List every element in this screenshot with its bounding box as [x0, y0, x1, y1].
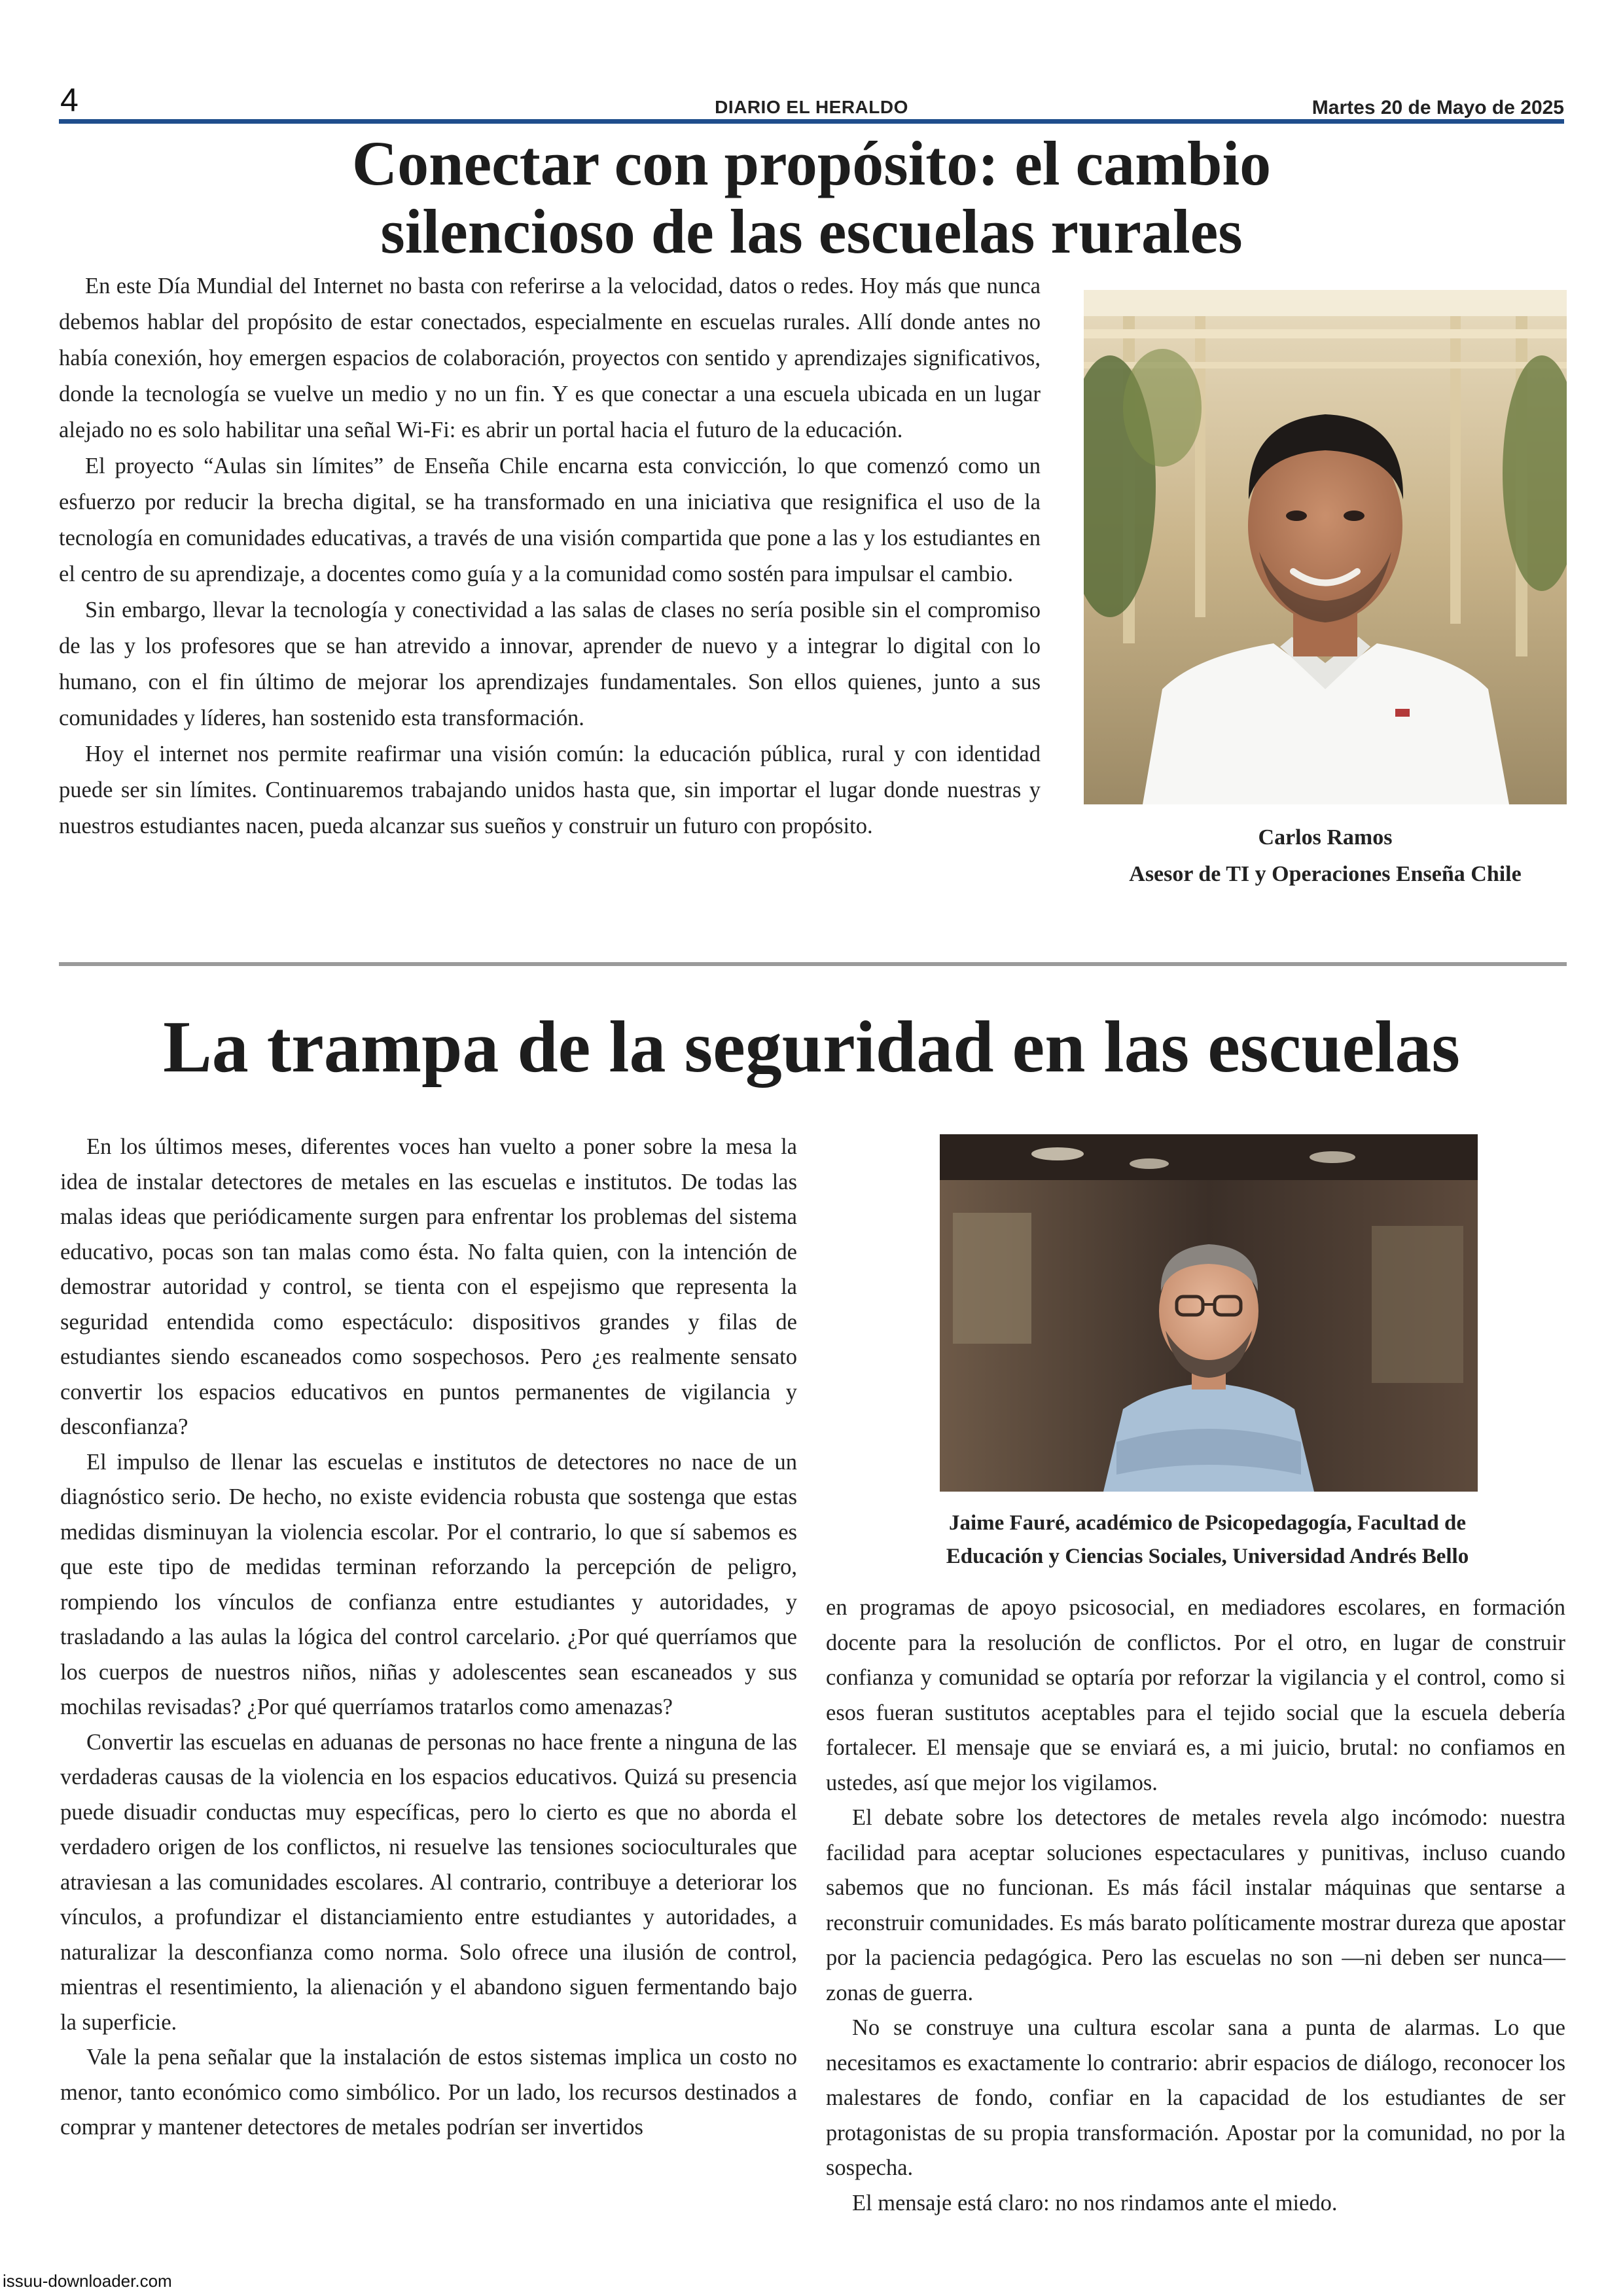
issue-date: Martes 20 de Mayo de 2025 — [1311, 97, 1564, 118]
header-rule — [59, 119, 1564, 124]
article2-paragraph: en programas de apoyo psicosocial, en mediadores escolares, en formación docente para la resolución de conflictos. Por el otro, en lugar de construir confianza y comunidad se optaría por reforzar la vigilancia y el control, como si esos fueran sustitutos aceptables para el tejido social que la escuela debería fortalecer. El mensaje que se enviará es, a mi juicio, brutal: no confiamos en ustedes, así que mejor los vigilamos. — [826, 1595, 1565, 1795]
article1-paragraph: Sin embargo, llevar la tecnología y conectividad a las salas de clases no sería posible sin el compromiso de las y los profesores que se han atrevido a innovar, aprender de nuevo y a integrar lo digital con lo humano, con el fin último de mejorar los aprendizajes fundamentales. Son ellos quienes, junto a sus comunidades y líderes, han sostenido esta transformación. — [59, 598, 1041, 730]
watermark-text: issuu-downloader.com — [3, 2271, 172, 2291]
article1-paragraph: En este Día Mundial del Internet no basta con referirse a la velocidad, datos o redes. Hoy más que nunca debemos hablar del propósito de estar conectados, especialmente en escuelas rurales. Allí donde antes no había conexión, hoy emergen espacios de colaboración, proyectos con sentido y aprendizajes significativos, donde la tecnología se vuelve un medio y no un fin. Y es que conectar a una escuela ubicada en un lugar alejado no es solo habilitar una señal Wi-Fi: es abrir un portal hacia el futuro de la educación. — [59, 274, 1041, 442]
article2-column-right — [826, 1590, 1565, 2221]
jaime-faure-photo — [940, 1134, 1478, 1492]
carlos-ramos-photo — [1084, 290, 1567, 804]
article1-photo-caption — [1084, 819, 1567, 893]
page-number: 4 — [60, 82, 79, 118]
article1-title-line2: silencioso de las escuelas rurales — [380, 196, 1243, 266]
caption-line: Jaime Fauré, académico de Psicopedagogía, Facultad de — [948, 1511, 1467, 1535]
article2-paragraph: En los últimos meses, diferentes voces han vuelto a poner sobre la mesa la idea de instalar detectores de metales en las escuelas e institutos. De todas las malas ideas que periódicamente surgen para enfrentar los problemas del sistema educativo, pocas son tan malas como ésta. No falta quien, con la intención de demostrar autoridad y control, se tienta con el espejismo que representa la seguridad entendida como espectáculo: dispositivos grandes y filas de estudiantes siendo escaneados como sospechosos. Pero ¿es realmente sensato convertir los espacios educativos en puntos permanentes de vigilancia y desconfianza? — [60, 1134, 797, 1439]
article2-column-left — [60, 1130, 797, 2145]
article2-paragraph: El mensaje está claro: no nos rindamos ante el miedo. — [852, 2190, 1338, 2215]
article1-title-line1: Conectar con propósito: el cambio — [351, 128, 1272, 198]
article2-paragraph: Vale la pena señalar que la instalación de estos sistemas implica un costo no menor, tanto económico como simbólico. Por un lado, los recursos destinados a comprar y mantener detectores de metales podrían ser invertidos — [60, 2045, 797, 2140]
article2-title: La trampa de la seguridad en las escuelas — [163, 1007, 1460, 1088]
article2-paragraph: No se construye una cultura escolar sana a punta de alarmas. Lo que necesitamos es exactamente lo contrario: abrir espacios de diálogo, reconocer los malestares de fondo, confiar en la capacidad de los estudiantes de ser protagonistas de su propia transformación. Apostar por la comunidad, no por la sospecha. — [826, 2015, 1565, 2180]
article1-paragraph: El proyecto “Aulas sin límites” de Enseña Chile encarna esta convicción, lo que comenzó como un esfuerzo por reducir la brecha digital, se ha transformado en una iniciativa que resignifica el uso de la tecnología en comunidades educativas, a través de una visión compartida que pone a las y los estudiantes en el centro de su aprendizaje, a docentes como guía y a la comunidad como sostén para impulsar el cambio. — [59, 454, 1041, 586]
caption-role: Asesor de TI y Operaciones Enseña Chile — [1129, 862, 1522, 886]
caption-line: Educación y Ciencias Sociales, Universidad Andrés Bello — [946, 1545, 1469, 1568]
caption-name: Carlos Ramos — [1258, 825, 1393, 850]
article1-title — [59, 130, 1564, 266]
article2-photo-caption — [844, 1507, 1571, 1573]
article2-paragraph: El impulso de llenar las escuelas e institutos de detectores no nace de un diagnóstico serio. De hecho, no existe evidencia robusta que sostenga que estas medidas disminuyan la violencia escolar. Por el contrario, lo que sí sabemos es que este tipo de medidas terminan reforzando la percepción de peligro, rompiendo los vínculos de confianza entre estudiantes y autoridades, y trasladando a las aulas la lógica del control carcelario. ¿Por qué querríamos que los cuerpos de nuestros niños, niñas y adolescentes sean escaneados y sus mochilas revisadas? ¿Por qué querríamos tratarlos como amenazas? — [60, 1449, 797, 1719]
section-divider — [59, 962, 1567, 966]
newspaper-name: DIARIO EL HERALDO — [715, 97, 908, 117]
article2-paragraph: Convertir las escuelas en aduanas de personas no hace frente a ninguna de las verdaderas causas de la violencia en los espacios educativos. Quizá su presencia puede disuadir conductas muy específicas, pero lo cierto es que no aborda el verdadero origen de los conflictos, ni resuelve las tensiones socioculturales que atraviesan a las comunidades escolares. Al contrario, contribuye a deteriorar los vínculos, a profundizar el distanciamiento entre estudiantes y autoridades, a naturalizar la desconfianza como norma. Solo ofrece una ilusión de control, mientras el resentimiento, la alienación y el abandono siguen fermentando bajo la superficie. — [60, 1729, 797, 2035]
article1-body — [59, 268, 1041, 844]
article2-paragraph: El debate sobre los detectores de metales revela algo incómodo: nuestra facilidad para aceptar soluciones espectaculares y punitivas, incluso cuando sabemos que no funcionan. Es más fácil instalar máquinas que sentarse a reconstruir comunidades. Es más barato políticamente mostrar dureza que apostar por la paciencia pedagógica. Pero las escuelas no son —ni deben ser nunca— zonas de guerra. — [826, 1805, 1565, 2005]
article1-paragraph: Hoy el internet nos permite reafirmar una visión común: la educación pública, rural y con identidad puede ser sin límites. Continuaremos trabajando unidos hasta que, sin importar el lugar donde nuestras y nuestros estudiantes nacen, pueda alcanzar sus sueños y construir un futuro con propósito. — [59, 742, 1041, 838]
